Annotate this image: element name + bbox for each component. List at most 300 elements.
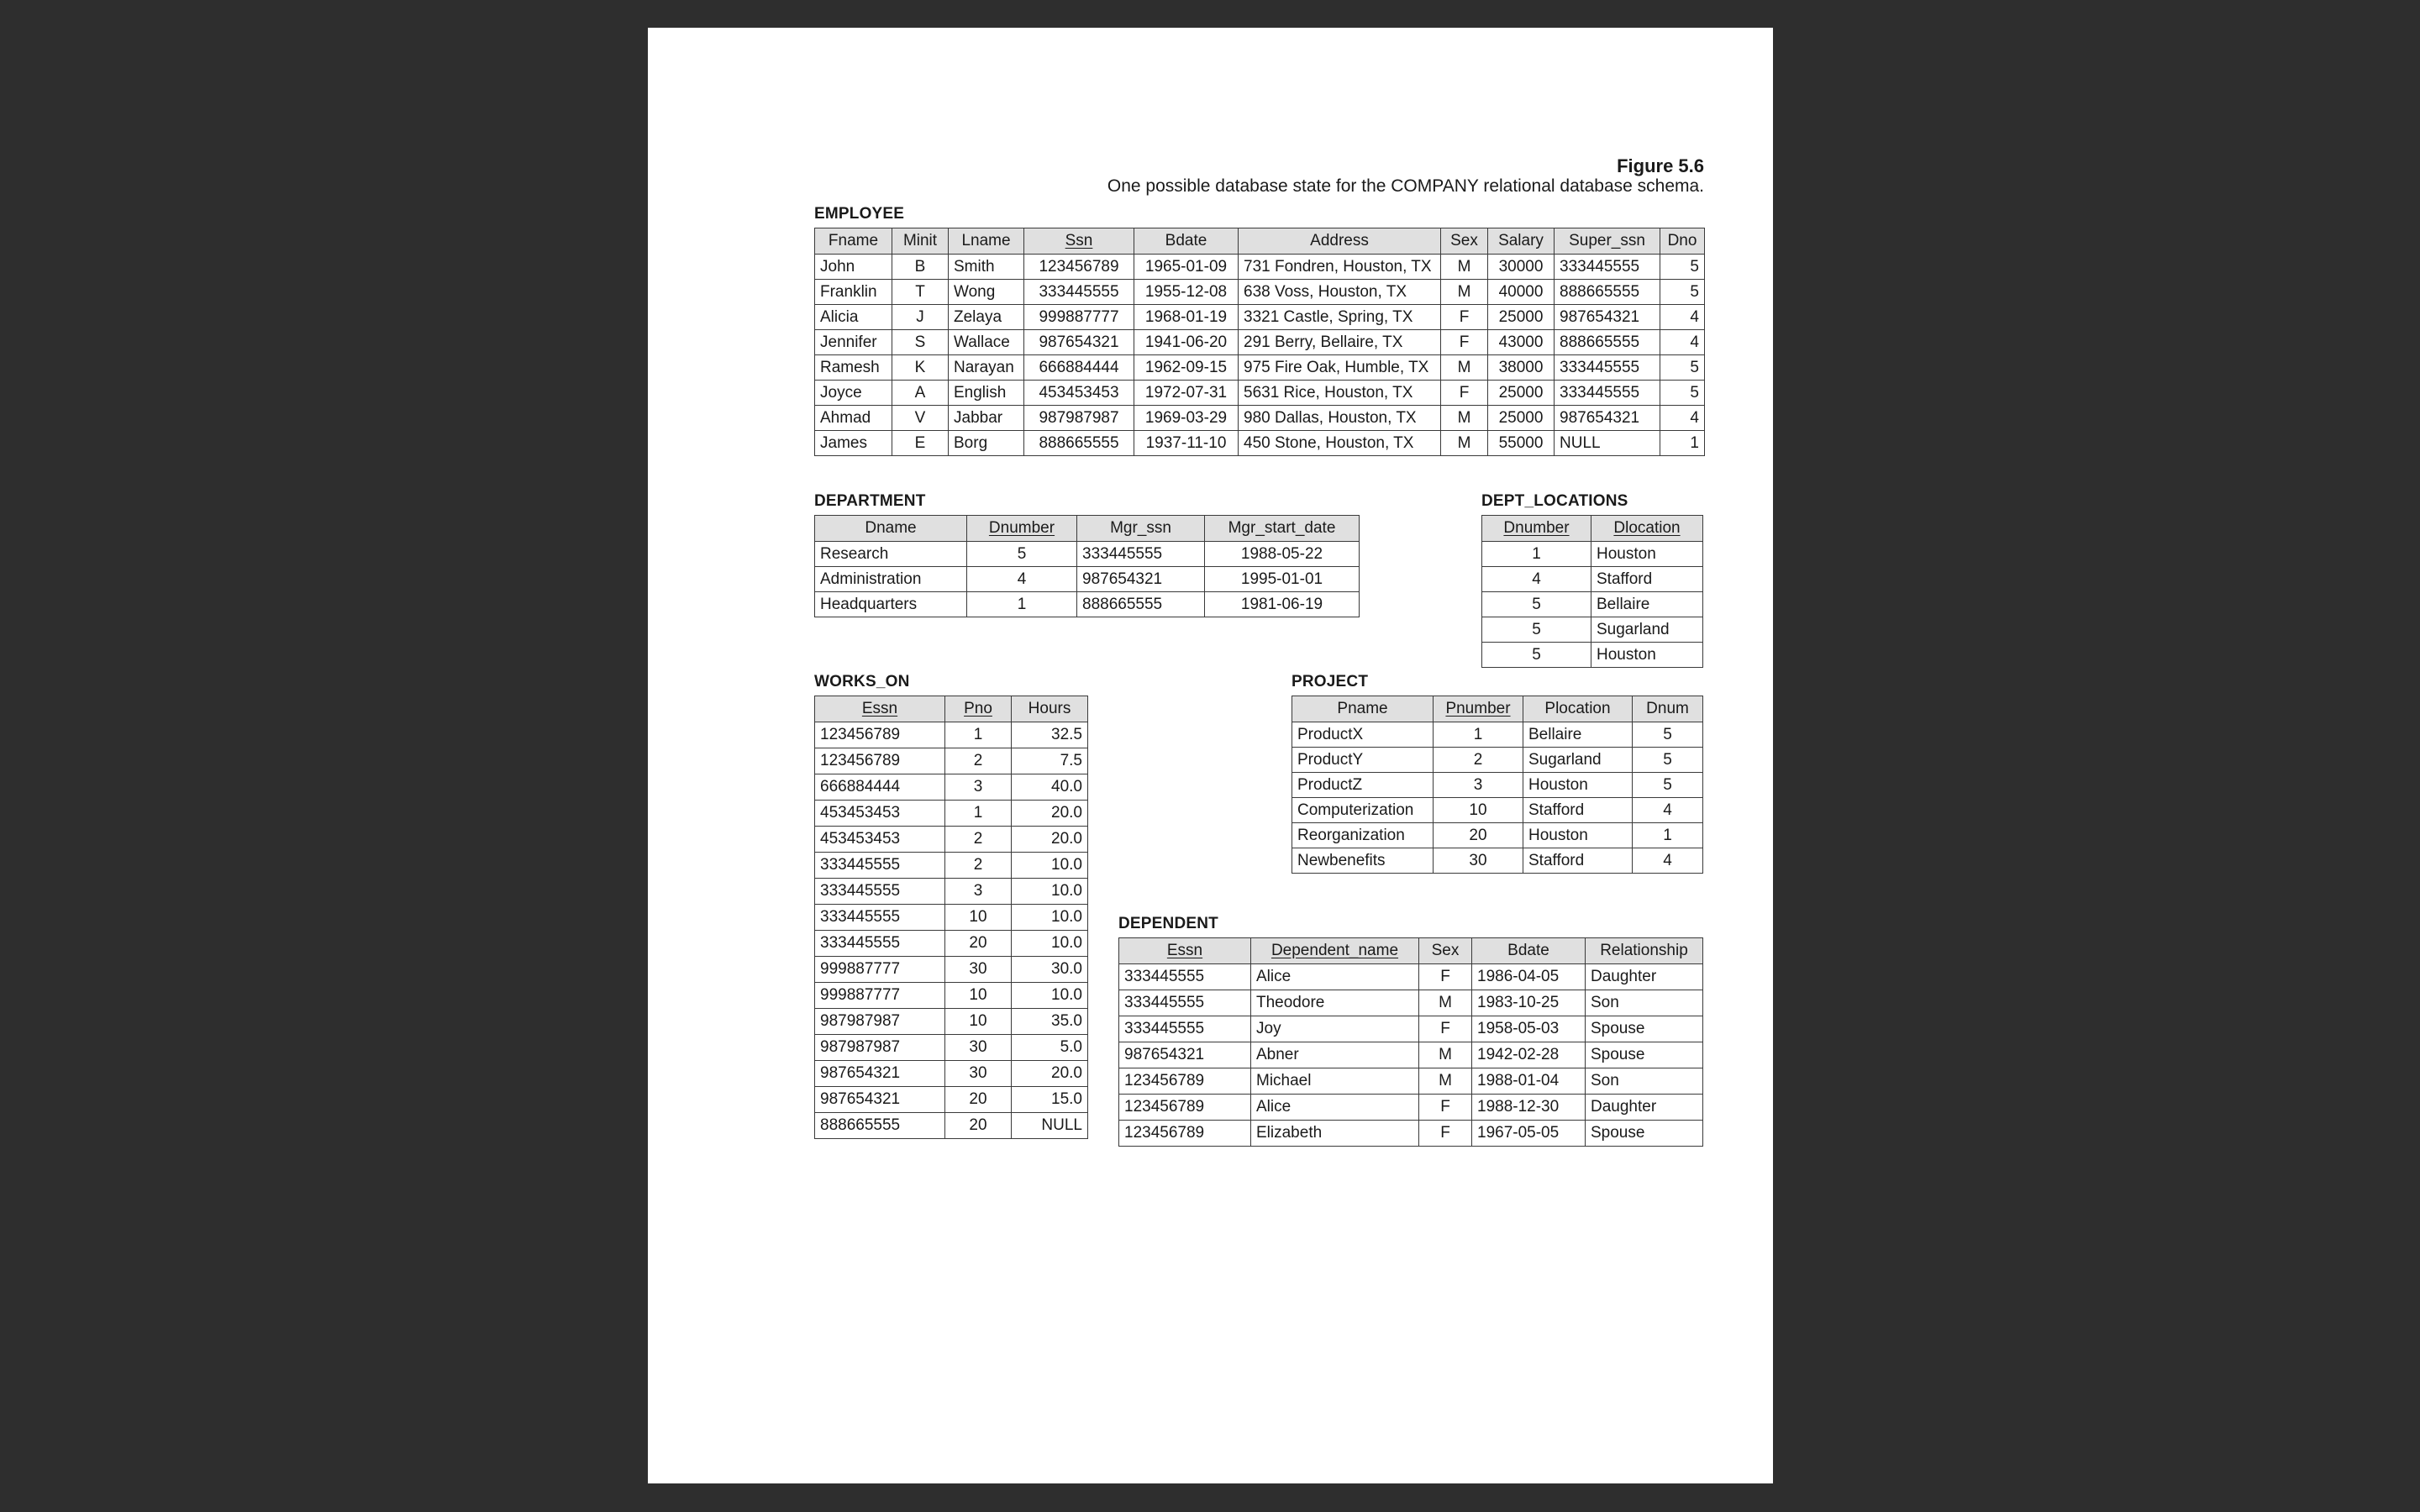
works-on-cell: 2 bbox=[945, 748, 1012, 774]
project-column-label: Pname bbox=[1337, 700, 1388, 717]
dept-locations-table-row bbox=[1482, 542, 1703, 567]
dependent-cell: Spouse bbox=[1586, 1016, 1703, 1042]
dependent-header-row bbox=[1119, 938, 1703, 964]
department-table-title: DEPARTMENT bbox=[814, 492, 926, 510]
dept-locations-column-header bbox=[1482, 516, 1591, 542]
project-table bbox=[1292, 696, 1703, 874]
employee-cell: A bbox=[892, 381, 949, 406]
department-table-row bbox=[815, 542, 1360, 567]
works-on-table-row bbox=[815, 879, 1088, 905]
employee-table-row bbox=[815, 355, 1705, 381]
dependent-cell: 1983-10-25 bbox=[1472, 990, 1586, 1016]
employee-column-header bbox=[892, 228, 949, 255]
employee-cell: 5631 Rice, Houston, TX bbox=[1239, 381, 1441, 406]
employee-cell: 450 Stone, Houston, TX bbox=[1239, 431, 1441, 456]
department-cell: Administration bbox=[815, 567, 967, 592]
dept-locations-table bbox=[1481, 515, 1703, 668]
dependent-cell: 1988-12-30 bbox=[1472, 1095, 1586, 1121]
works-on-table-row bbox=[815, 905, 1088, 931]
employee-cell: 333445555 bbox=[1555, 381, 1660, 406]
works-on-cell: 453453453 bbox=[815, 801, 945, 827]
employee-cell: 1941-06-20 bbox=[1134, 330, 1239, 355]
employee-cell: 453453453 bbox=[1024, 381, 1134, 406]
works-on-column-header bbox=[815, 696, 945, 722]
dependent-table-row bbox=[1119, 964, 1703, 990]
employee-column-label: Lname bbox=[961, 232, 1011, 249]
dependent-cell: 1967-05-05 bbox=[1472, 1121, 1586, 1147]
project-cell: ProductZ bbox=[1292, 773, 1434, 798]
employee-column-label: Fname bbox=[828, 232, 879, 249]
dependent-cell: 333445555 bbox=[1119, 1016, 1251, 1042]
employee-cell: Ahmad bbox=[815, 406, 892, 431]
employee-column-label: Minit bbox=[902, 232, 938, 249]
employee-cell: 4 bbox=[1660, 406, 1705, 431]
dependent-cell: 123456789 bbox=[1119, 1095, 1251, 1121]
works-on-table-row bbox=[815, 748, 1088, 774]
employee-cell: J bbox=[892, 305, 949, 330]
works-on-cell: 10 bbox=[945, 1009, 1012, 1035]
dept-locations-cell: 4 bbox=[1482, 567, 1591, 592]
employee-cell: F bbox=[1441, 330, 1488, 355]
employee-column-header bbox=[1239, 228, 1441, 255]
employee-table-row bbox=[815, 406, 1705, 431]
dependent-column-label: Sex bbox=[1431, 942, 1460, 959]
employee-cell: 5 bbox=[1660, 280, 1705, 305]
employee-cell: 987987987 bbox=[1024, 406, 1134, 431]
works-on-column-label: Hours bbox=[1028, 700, 1071, 717]
dept-locations-cell: Sugarland bbox=[1591, 617, 1703, 643]
works-on-cell: 123456789 bbox=[815, 748, 945, 774]
employee-column-header bbox=[1660, 228, 1705, 255]
employee-column-header bbox=[1555, 228, 1660, 255]
works-on-cell: 10 bbox=[945, 905, 1012, 931]
works-on-cell: 30 bbox=[945, 957, 1012, 983]
dependent-cell: Abner bbox=[1251, 1042, 1419, 1068]
employee-cell: 5 bbox=[1660, 355, 1705, 381]
project-cell: Newbenefits bbox=[1292, 848, 1434, 874]
works-on-cell: 1 bbox=[945, 722, 1012, 748]
project-table-title: PROJECT bbox=[1292, 673, 1369, 690]
employee-cell: Narayan bbox=[949, 355, 1024, 381]
dependent-cell: Daughter bbox=[1586, 964, 1703, 990]
employee-cell: B bbox=[892, 255, 949, 280]
document-page bbox=[648, 28, 1773, 1483]
project-cell: 10 bbox=[1434, 798, 1523, 823]
employee-column-label: Super_ssn bbox=[1569, 232, 1645, 249]
dependent-table bbox=[1118, 937, 1703, 1147]
employee-cell: 666884444 bbox=[1024, 355, 1134, 381]
works-on-cell: 987987987 bbox=[815, 1009, 945, 1035]
dependent-cell: Spouse bbox=[1586, 1042, 1703, 1068]
employee-table-row bbox=[815, 255, 1705, 280]
employee-column-label: Bdate bbox=[1165, 232, 1207, 249]
dependent-cell: Son bbox=[1586, 990, 1703, 1016]
dependent-column-header bbox=[1586, 938, 1703, 964]
department-column-label: Mgr_ssn bbox=[1110, 519, 1171, 537]
works-on-cell: 20 bbox=[945, 1113, 1012, 1139]
works-on-cell: 453453453 bbox=[815, 827, 945, 853]
employee-cell: 5 bbox=[1660, 381, 1705, 406]
department-column-label: Mgr_start_date bbox=[1228, 519, 1336, 537]
dependent-cell: F bbox=[1419, 1016, 1472, 1042]
employee-column-label: Salary bbox=[1498, 232, 1544, 249]
works-on-table-row bbox=[815, 853, 1088, 879]
employee-column-header bbox=[1024, 228, 1134, 255]
employee-table bbox=[814, 228, 1705, 456]
works-on-table-row bbox=[815, 1087, 1088, 1113]
dept-locations-table-row bbox=[1482, 617, 1703, 643]
works-on-cell: 40.0 bbox=[1012, 774, 1088, 801]
project-column-label: Plocation bbox=[1544, 700, 1611, 717]
employee-cell: 975 Fire Oak, Humble, TX bbox=[1239, 355, 1441, 381]
dependent-column-label: Essn bbox=[1166, 942, 1203, 959]
department-column-label: Dname bbox=[865, 519, 917, 537]
works-on-cell: 1 bbox=[945, 801, 1012, 827]
project-cell: Houston bbox=[1523, 773, 1633, 798]
dependent-cell: Michael bbox=[1251, 1068, 1419, 1095]
works-on-cell: 15.0 bbox=[1012, 1087, 1088, 1113]
project-cell: 20 bbox=[1434, 823, 1523, 848]
employee-cell: 888665555 bbox=[1555, 280, 1660, 305]
project-cell: 5 bbox=[1633, 773, 1703, 798]
employee-cell: 1965-01-09 bbox=[1134, 255, 1239, 280]
works-on-cell: 20.0 bbox=[1012, 801, 1088, 827]
employee-cell: F bbox=[1441, 305, 1488, 330]
department-cell: 1988-05-22 bbox=[1205, 542, 1360, 567]
works-on-table-row bbox=[815, 931, 1088, 957]
employee-cell: 4 bbox=[1660, 305, 1705, 330]
project-header-row bbox=[1292, 696, 1703, 722]
employee-cell: 1968-01-19 bbox=[1134, 305, 1239, 330]
employee-table-row bbox=[815, 305, 1705, 330]
dependent-cell: 333445555 bbox=[1119, 990, 1251, 1016]
dependent-cell: Elizabeth bbox=[1251, 1121, 1419, 1147]
dependent-table-row bbox=[1119, 1042, 1703, 1068]
employee-cell: 888665555 bbox=[1555, 330, 1660, 355]
project-cell: 30 bbox=[1434, 848, 1523, 874]
employee-table-row bbox=[815, 280, 1705, 305]
employee-cell: 987654321 bbox=[1555, 406, 1660, 431]
dept-locations-cell: Houston bbox=[1591, 643, 1703, 668]
employee-cell: 3321 Castle, Spring, TX bbox=[1239, 305, 1441, 330]
employee-cell: English bbox=[949, 381, 1024, 406]
dependent-cell: 1988-01-04 bbox=[1472, 1068, 1586, 1095]
employee-column-header bbox=[1488, 228, 1555, 255]
employee-cell: Wong bbox=[949, 280, 1024, 305]
works-on-cell: 30.0 bbox=[1012, 957, 1088, 983]
works-on-cell: 333445555 bbox=[815, 931, 945, 957]
dependent-cell: M bbox=[1419, 1042, 1472, 1068]
works-on-column-header bbox=[1012, 696, 1088, 722]
employee-column-label: Ssn bbox=[1065, 232, 1093, 249]
dependent-cell: 123456789 bbox=[1119, 1121, 1251, 1147]
employee-cell: Jennifer bbox=[815, 330, 892, 355]
department-cell: 1995-01-01 bbox=[1205, 567, 1360, 592]
works-on-cell: 10.0 bbox=[1012, 983, 1088, 1009]
project-cell: 3 bbox=[1434, 773, 1523, 798]
project-column-label: Pnumber bbox=[1445, 700, 1511, 717]
department-cell: 4 bbox=[967, 567, 1077, 592]
works-on-table bbox=[814, 696, 1088, 1139]
employee-cell: Ramesh bbox=[815, 355, 892, 381]
employee-cell: Borg bbox=[949, 431, 1024, 456]
employee-cell: 888665555 bbox=[1024, 431, 1134, 456]
works-on-table-row bbox=[815, 957, 1088, 983]
works-on-cell: 987654321 bbox=[815, 1061, 945, 1087]
dependent-column-label: Relationship bbox=[1600, 942, 1688, 959]
works-on-cell: 10.0 bbox=[1012, 879, 1088, 905]
works-on-cell: 10.0 bbox=[1012, 905, 1088, 931]
dependent-cell: 1942-02-28 bbox=[1472, 1042, 1586, 1068]
employee-cell: Smith bbox=[949, 255, 1024, 280]
dependent-table-row bbox=[1119, 1068, 1703, 1095]
dependent-column-header bbox=[1119, 938, 1251, 964]
employee-cell: 1955-12-08 bbox=[1134, 280, 1239, 305]
employee-cell: 43000 bbox=[1488, 330, 1555, 355]
project-cell: Sugarland bbox=[1523, 748, 1633, 773]
dependent-column-header bbox=[1419, 938, 1472, 964]
works-on-cell: 333445555 bbox=[815, 879, 945, 905]
employee-cell: M bbox=[1441, 406, 1488, 431]
project-table-row bbox=[1292, 823, 1703, 848]
employee-table-row bbox=[815, 381, 1705, 406]
project-cell: 4 bbox=[1633, 848, 1703, 874]
works-on-column-label: Essn bbox=[861, 700, 898, 717]
project-table-row bbox=[1292, 748, 1703, 773]
dependent-column-header bbox=[1251, 938, 1419, 964]
project-column-header bbox=[1292, 696, 1434, 722]
department-cell: Research bbox=[815, 542, 967, 567]
employee-cell: 999887777 bbox=[1024, 305, 1134, 330]
employee-column-label: Dno bbox=[1667, 232, 1697, 249]
project-table-row bbox=[1292, 722, 1703, 748]
employee-column-header bbox=[815, 228, 892, 255]
employee-cell: James bbox=[815, 431, 892, 456]
works-on-table-row bbox=[815, 983, 1088, 1009]
dept-locations-cell: Stafford bbox=[1591, 567, 1703, 592]
employee-cell: K bbox=[892, 355, 949, 381]
works-on-table-row bbox=[815, 1009, 1088, 1035]
employee-cell: 987654321 bbox=[1024, 330, 1134, 355]
dept-locations-table-row bbox=[1482, 643, 1703, 668]
dependent-table-row bbox=[1119, 990, 1703, 1016]
project-cell: Houston bbox=[1523, 823, 1633, 848]
works-on-table-row bbox=[815, 1035, 1088, 1061]
employee-cell: T bbox=[892, 280, 949, 305]
employee-column-label: Address bbox=[1310, 232, 1369, 249]
project-column-header bbox=[1434, 696, 1523, 722]
works-on-cell: 333445555 bbox=[815, 853, 945, 879]
works-on-cell: 987654321 bbox=[815, 1087, 945, 1113]
project-cell: 2 bbox=[1434, 748, 1523, 773]
project-cell: 1 bbox=[1633, 823, 1703, 848]
project-cell: Stafford bbox=[1523, 798, 1633, 823]
dependent-cell: 333445555 bbox=[1119, 964, 1251, 990]
project-cell: 5 bbox=[1633, 748, 1703, 773]
dependent-column-header bbox=[1472, 938, 1586, 964]
department-cell: 987654321 bbox=[1077, 567, 1205, 592]
dependent-cell: Joy bbox=[1251, 1016, 1419, 1042]
dependent-cell: Son bbox=[1586, 1068, 1703, 1095]
works-on-cell: 30 bbox=[945, 1061, 1012, 1087]
dependent-cell: Theodore bbox=[1251, 990, 1419, 1016]
works-on-cell: 123456789 bbox=[815, 722, 945, 748]
works-on-header-row bbox=[815, 696, 1088, 722]
dept-locations-table-row bbox=[1482, 567, 1703, 592]
dependent-table-row bbox=[1119, 1121, 1703, 1147]
dependent-cell: Alice bbox=[1251, 1095, 1419, 1121]
employee-column-header bbox=[1441, 228, 1488, 255]
department-column-header bbox=[815, 516, 967, 542]
works-on-cell: 7.5 bbox=[1012, 748, 1088, 774]
dependent-cell: 987654321 bbox=[1119, 1042, 1251, 1068]
dependent-cell: Spouse bbox=[1586, 1121, 1703, 1147]
employee-cell: M bbox=[1441, 431, 1488, 456]
employee-cell: 1 bbox=[1660, 431, 1705, 456]
dependent-cell: 1986-04-05 bbox=[1472, 964, 1586, 990]
employee-cell: 333445555 bbox=[1555, 355, 1660, 381]
dependent-cell: M bbox=[1419, 1068, 1472, 1095]
dept-locations-column-label: Dlocation bbox=[1613, 519, 1681, 537]
figure-caption: One possible database state for the COMPANY relational database schema. bbox=[1107, 176, 1704, 196]
project-column-header bbox=[1633, 696, 1703, 722]
employee-cell: 638 Voss, Houston, TX bbox=[1239, 280, 1441, 305]
project-cell: ProductY bbox=[1292, 748, 1434, 773]
employee-cell: 1937-11-10 bbox=[1134, 431, 1239, 456]
employee-cell: 38000 bbox=[1488, 355, 1555, 381]
employee-cell: 25000 bbox=[1488, 381, 1555, 406]
department-cell: 1 bbox=[967, 592, 1077, 617]
department-header-row bbox=[815, 516, 1360, 542]
works-on-column-label: Pno bbox=[964, 700, 992, 717]
department-table-row bbox=[815, 592, 1360, 617]
dept-locations-cell: 1 bbox=[1482, 542, 1591, 567]
works-on-cell: 20 bbox=[945, 1087, 1012, 1113]
employee-cell: 40000 bbox=[1488, 280, 1555, 305]
employee-table-row bbox=[815, 330, 1705, 355]
dept-locations-column-label: Dnumber bbox=[1503, 519, 1570, 537]
employee-cell: 291 Berry, Bellaire, TX bbox=[1239, 330, 1441, 355]
project-cell: 1 bbox=[1434, 722, 1523, 748]
employee-cell: M bbox=[1441, 280, 1488, 305]
works-on-table-row bbox=[815, 827, 1088, 853]
project-cell: Bellaire bbox=[1523, 722, 1633, 748]
project-cell: 5 bbox=[1633, 722, 1703, 748]
works-on-column-header bbox=[945, 696, 1012, 722]
employee-cell: 1962-09-15 bbox=[1134, 355, 1239, 381]
employee-cell: 25000 bbox=[1488, 406, 1555, 431]
dept-locations-table-row bbox=[1482, 592, 1703, 617]
employee-cell: Zelaya bbox=[949, 305, 1024, 330]
works-on-cell: 30 bbox=[945, 1035, 1012, 1061]
dept-locations-cell: 5 bbox=[1482, 592, 1591, 617]
dependent-table-row bbox=[1119, 1016, 1703, 1042]
department-cell: 888665555 bbox=[1077, 592, 1205, 617]
dependent-cell: F bbox=[1419, 1095, 1472, 1121]
employee-cell: 25000 bbox=[1488, 305, 1555, 330]
employee-cell: 5 bbox=[1660, 255, 1705, 280]
employee-cell: 333445555 bbox=[1555, 255, 1660, 280]
department-cell: 5 bbox=[967, 542, 1077, 567]
employee-cell: NULL bbox=[1555, 431, 1660, 456]
dependent-cell: 123456789 bbox=[1119, 1068, 1251, 1095]
works-on-cell: 333445555 bbox=[815, 905, 945, 931]
employee-table-row bbox=[815, 431, 1705, 456]
employee-column-header bbox=[949, 228, 1024, 255]
dependent-column-label: Bdate bbox=[1507, 942, 1549, 959]
works-on-cell: 666884444 bbox=[815, 774, 945, 801]
department-column-header bbox=[1205, 516, 1360, 542]
works-on-table-row bbox=[815, 1113, 1088, 1139]
dependent-column-label: Dependent_name bbox=[1270, 942, 1399, 959]
project-column-label: Dnum bbox=[1646, 700, 1689, 717]
project-cell: Computerization bbox=[1292, 798, 1434, 823]
works-on-cell: 5.0 bbox=[1012, 1035, 1088, 1061]
works-on-cell: 999887777 bbox=[815, 983, 945, 1009]
employee-cell: 123456789 bbox=[1024, 255, 1134, 280]
works-on-table-row bbox=[815, 1061, 1088, 1087]
employee-column-header bbox=[1134, 228, 1239, 255]
employee-cell: M bbox=[1441, 255, 1488, 280]
dept-locations-cell: 5 bbox=[1482, 643, 1591, 668]
works-on-cell: 20.0 bbox=[1012, 1061, 1088, 1087]
project-cell: 4 bbox=[1633, 798, 1703, 823]
works-on-cell: 987987987 bbox=[815, 1035, 945, 1061]
project-column-header bbox=[1523, 696, 1633, 722]
department-cell: Headquarters bbox=[815, 592, 967, 617]
dependent-table-row bbox=[1119, 1095, 1703, 1121]
employee-cell: E bbox=[892, 431, 949, 456]
dependent-table-title: DEPENDENT bbox=[1118, 915, 1218, 932]
dependent-cell: Alice bbox=[1251, 964, 1419, 990]
employee-cell: 1969-03-29 bbox=[1134, 406, 1239, 431]
works-on-cell: 20.0 bbox=[1012, 827, 1088, 853]
works-on-cell: 3 bbox=[945, 774, 1012, 801]
employee-cell: Joyce bbox=[815, 381, 892, 406]
project-cell: Stafford bbox=[1523, 848, 1633, 874]
works-on-cell: 35.0 bbox=[1012, 1009, 1088, 1035]
employee-cell: M bbox=[1441, 355, 1488, 381]
department-column-label: Dnumber bbox=[988, 519, 1055, 537]
project-table-row bbox=[1292, 773, 1703, 798]
works-on-table-row bbox=[815, 774, 1088, 801]
employee-cell: V bbox=[892, 406, 949, 431]
employee-table-title: EMPLOYEE bbox=[814, 205, 905, 223]
employee-cell: 980 Dallas, Houston, TX bbox=[1239, 406, 1441, 431]
employee-cell: 731 Fondren, Houston, TX bbox=[1239, 255, 1441, 280]
dept-locations-cell: 5 bbox=[1482, 617, 1591, 643]
figure-title: Figure 5.6 bbox=[1617, 155, 1704, 176]
works-on-cell: 888665555 bbox=[815, 1113, 945, 1139]
employee-cell: 1972-07-31 bbox=[1134, 381, 1239, 406]
employee-cell: Wallace bbox=[949, 330, 1024, 355]
employee-cell: F bbox=[1441, 381, 1488, 406]
employee-cell: Franklin bbox=[815, 280, 892, 305]
works-on-cell: 2 bbox=[945, 853, 1012, 879]
project-cell: ProductX bbox=[1292, 722, 1434, 748]
dependent-cell: Daughter bbox=[1586, 1095, 1703, 1121]
employee-column-label: Sex bbox=[1450, 232, 1478, 249]
employee-cell: 333445555 bbox=[1024, 280, 1134, 305]
works-on-table-row bbox=[815, 801, 1088, 827]
project-cell: Reorganization bbox=[1292, 823, 1434, 848]
department-cell: 333445555 bbox=[1077, 542, 1205, 567]
works-on-cell: NULL bbox=[1012, 1113, 1088, 1139]
works-on-table-title: WORKS_ON bbox=[814, 673, 910, 690]
department-table bbox=[814, 515, 1360, 617]
works-on-cell: 32.5 bbox=[1012, 722, 1088, 748]
employee-cell: 4 bbox=[1660, 330, 1705, 355]
